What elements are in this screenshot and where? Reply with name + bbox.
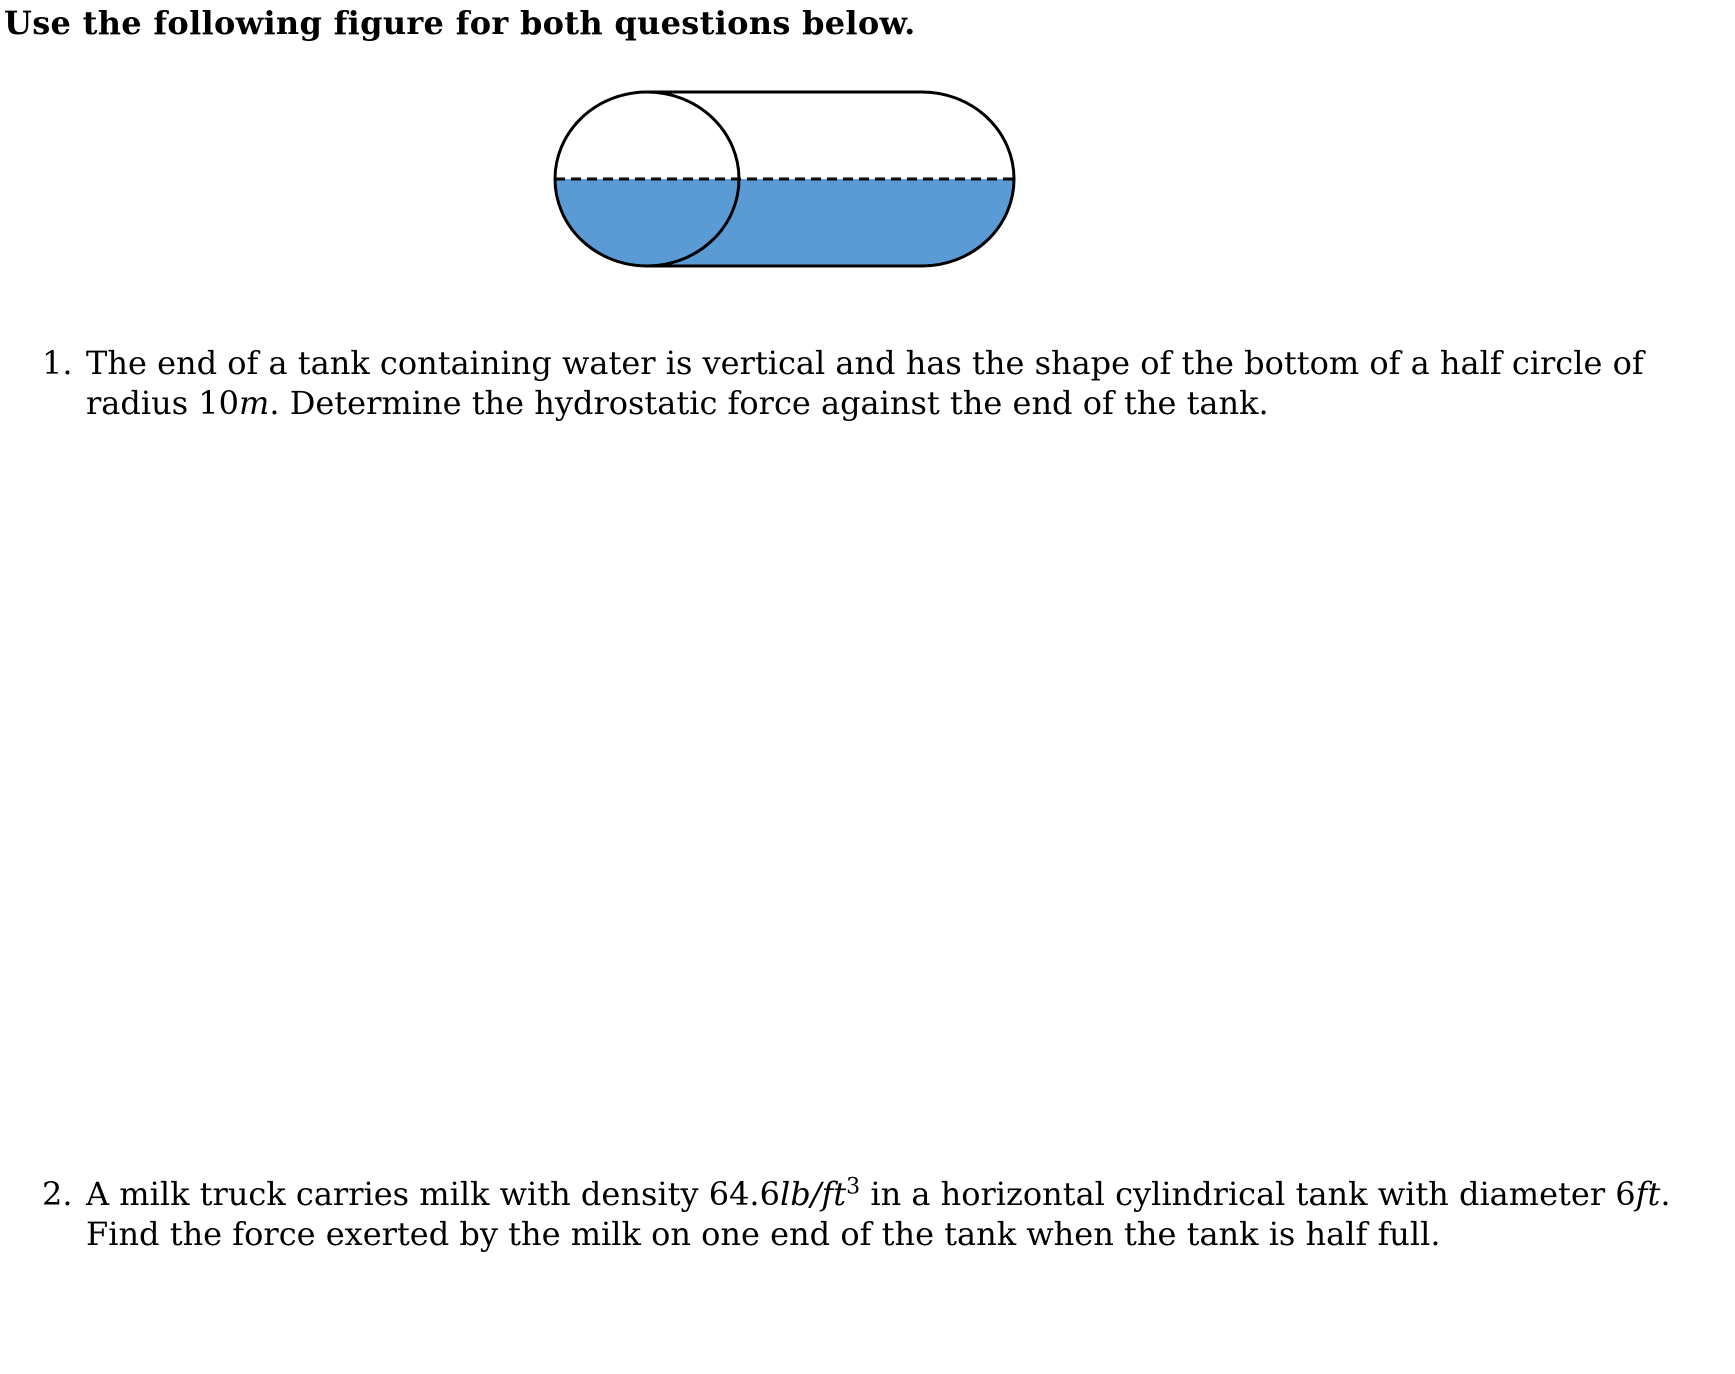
- tank-water-body: [647, 179, 1014, 266]
- question-2: [42, 1174, 1671, 1254]
- question-2-diameter-unit: ft: [1635, 1175, 1661, 1213]
- tank-figure: [550, 88, 1020, 274]
- question-1-number: 1.: [42, 344, 73, 382]
- question-1-unit: m: [239, 384, 270, 422]
- question-2-density-unit: lb/ft: [779, 1175, 847, 1213]
- question-2-line2: Find the force exerted by the milk on one end of the tank when the tank is half full.: [86, 1215, 1441, 1253]
- question-1: [42, 343, 1644, 423]
- question-1-line1: The end of a tank containing water is vertical and has the shape of the bottom of a half circle of: [86, 344, 1644, 382]
- question-1-line2-b: . Determine the hydrostatic force against the end of the tank.: [269, 384, 1269, 422]
- question-2-line1-b: in a horizontal cylindrical tank with diameter 6: [860, 1175, 1636, 1213]
- question-2-line1-a: A milk truck carries milk with density 64.6: [86, 1175, 780, 1213]
- question-2-exponent: 3: [846, 1174, 861, 1200]
- question-1-line2-a: radius 10: [86, 384, 240, 422]
- question-2-line1-c: .: [1660, 1175, 1671, 1213]
- question-2-number: 2.: [42, 1175, 73, 1213]
- instructions-heading: Use the following figure for both questions below.: [4, 4, 916, 42]
